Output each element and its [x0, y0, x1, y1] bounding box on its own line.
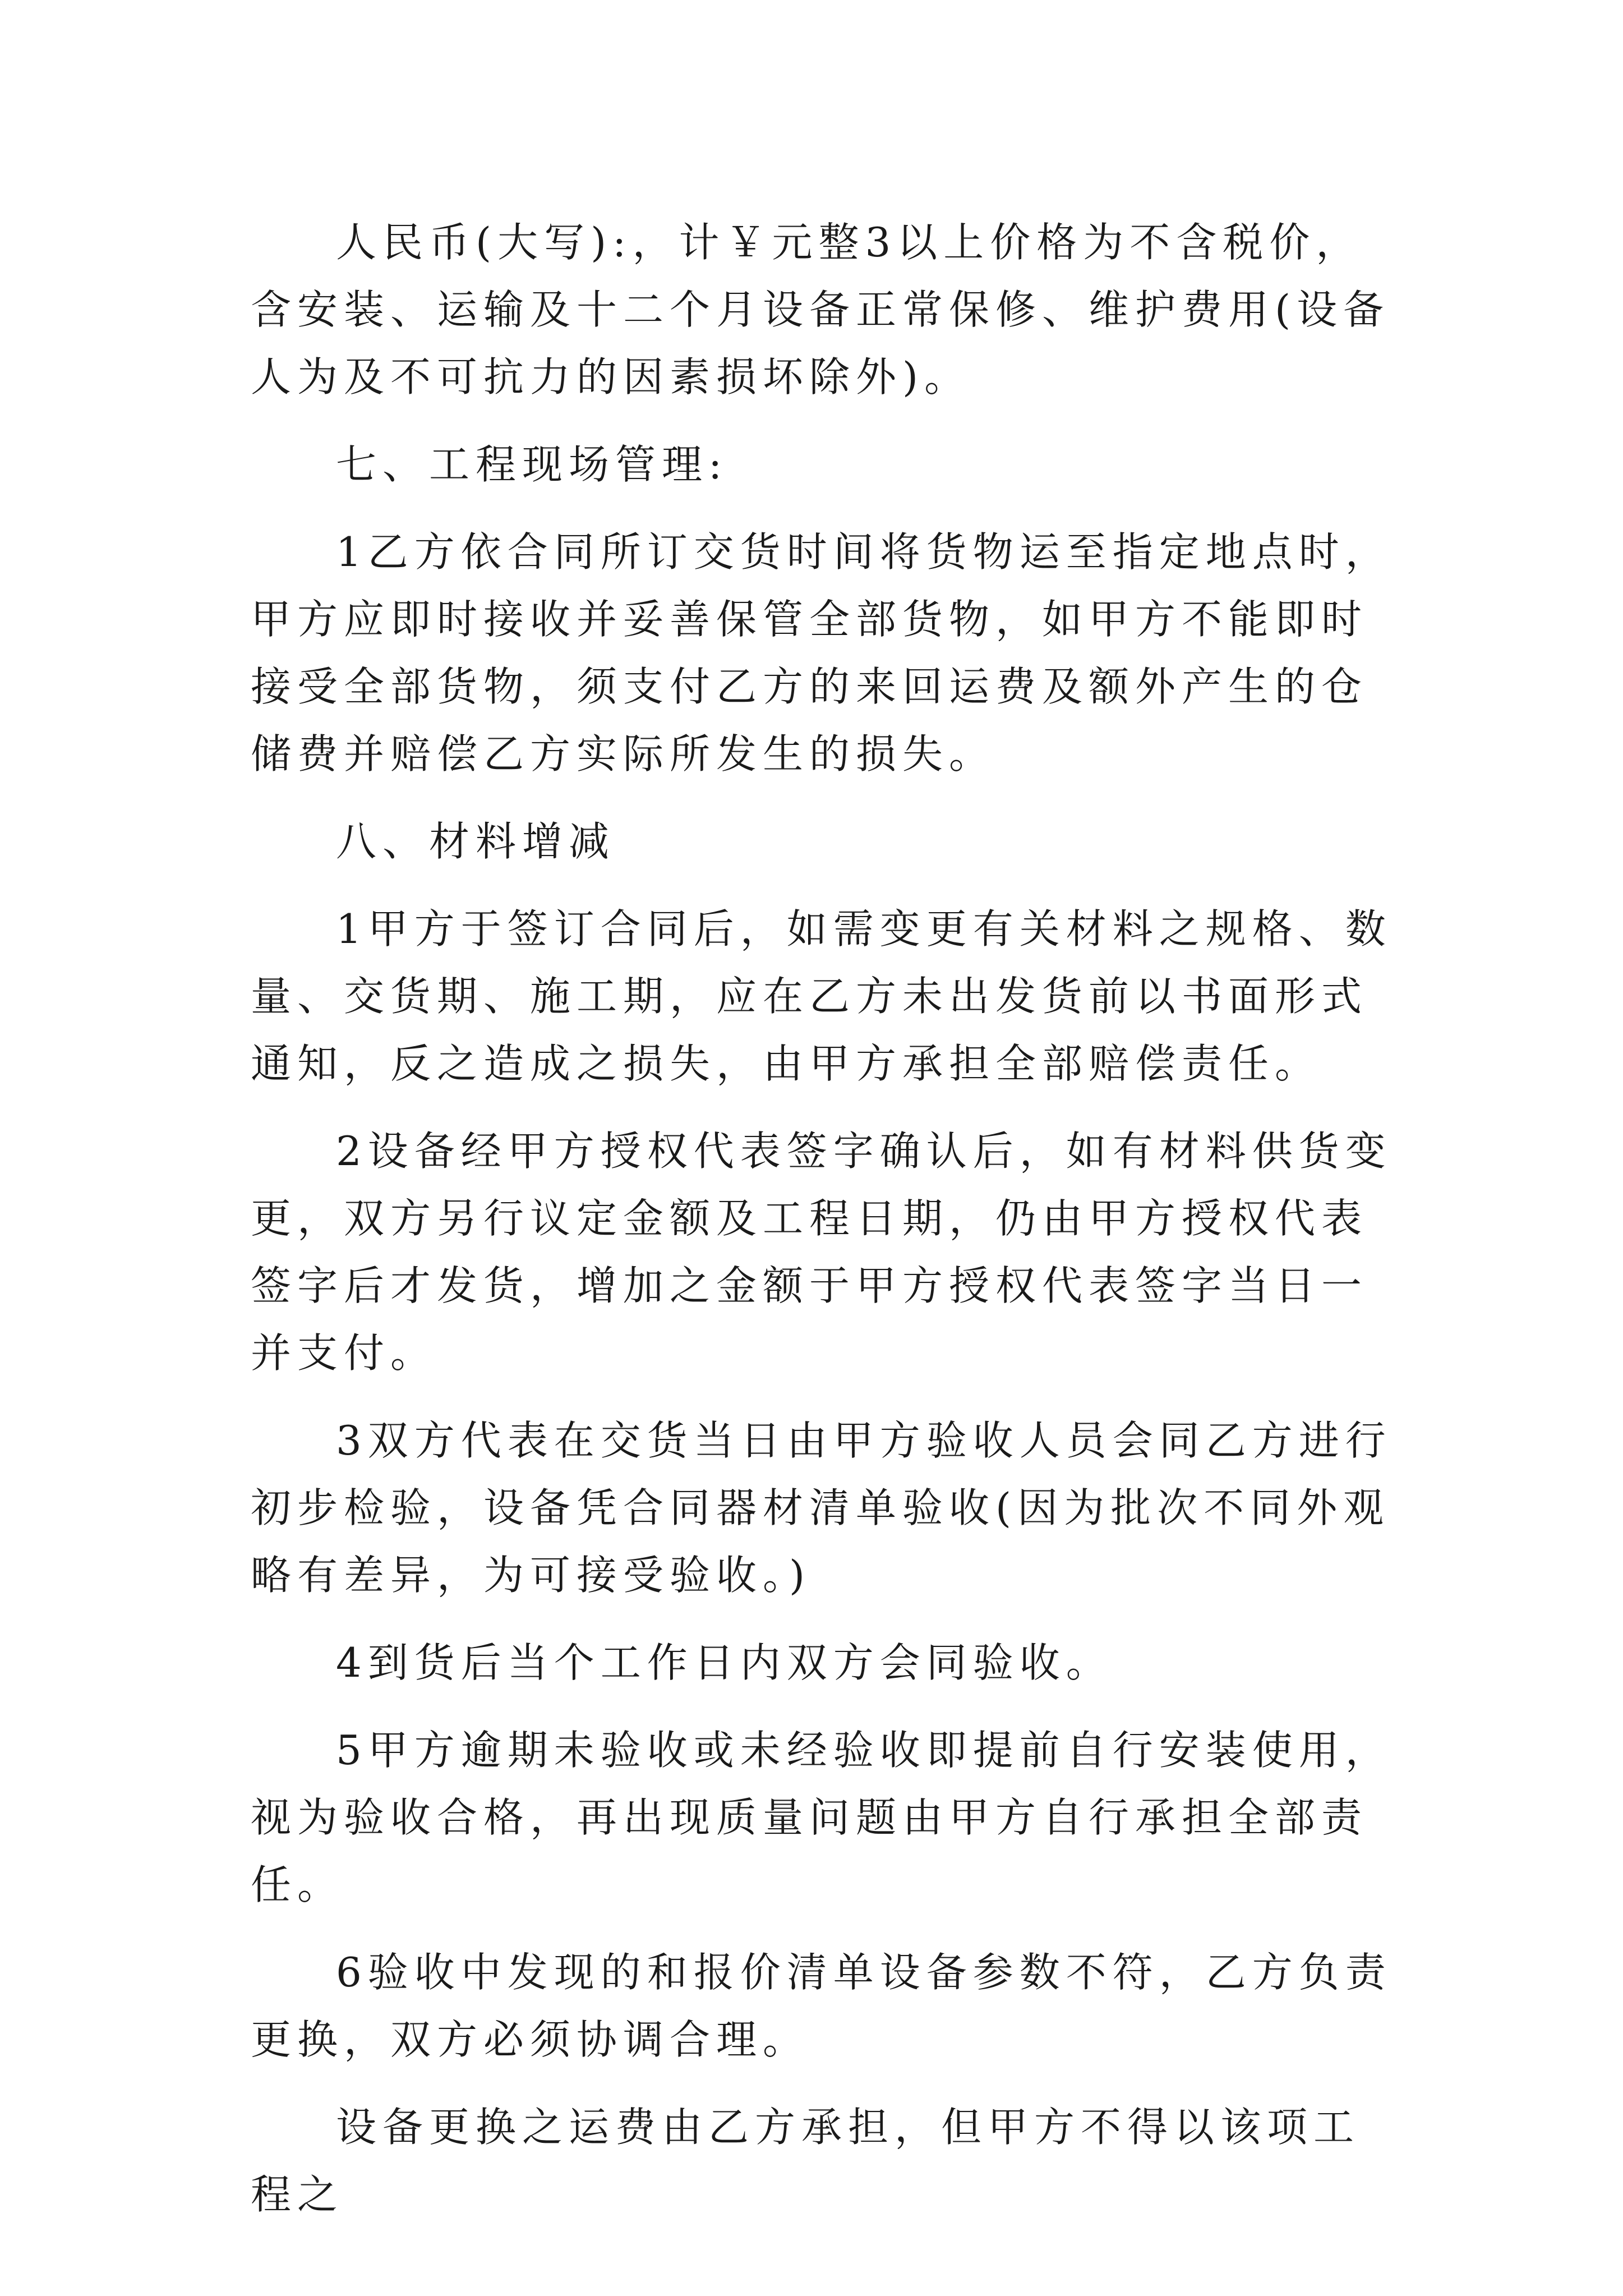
paragraph-change-notice: 1甲方于签订合同后，如需变更有关材料之规格、数量、交货期、施工期，应在乙方未出发货前以书面形式通知，反之造成之损失，由甲方承担全部赔偿责任。	[251, 905, 1392, 1087]
paragraph-joint-acceptance: 4到货后当个工作日内双方会同验收。	[336, 1639, 1113, 1686]
paragraph-initial-inspection: 3双方代表在交货当日由甲方验收人员会同乙方进行初步检验，设备凭合同器材清单验收(因为批次不同外观略有差异，为可接受验收。)	[251, 1417, 1392, 1599]
paragraph-replacement-freight: 设备更换之运费由乙方承担，但甲方不得以该项工程之	[251, 2104, 1361, 2218]
paragraph-price: 人民币(大写):，计￥元整3以上价格为不含税价，含安装、运输及十二个月设备正常保修、维护费用(设备人为及不可抗力的因素损坏除外)。	[251, 219, 1390, 401]
paragraph-delivery-receipt: 1乙方依合同所订交货时间将货物运至指定地点时，甲方应即时接收并妥善保管全部货物，如甲方不能即时接受全部货物，须支付乙方的来回运费及额外产生的仓储费并赔偿乙方实际所发生的损失。	[251, 528, 1392, 777]
paragraph-spec-mismatch: 6验收中发现的和报价清单设备参数不符，乙方负责更换，双方必须协调合理。	[251, 1949, 1392, 2063]
contract-body	[251, 209, 1401, 2228]
paragraph-signed-changes: 2设备经甲方授权代表签字确认后，如有材料供货变更，双方另行议定金额及工程日期，仍由甲方授权代表签字后才发货，增加之金额于甲方授权代表签字当日一并支付。	[251, 1128, 1392, 1377]
section-heading-material-changes: 八、材料增减	[336, 818, 616, 865]
paragraph-overdue-acceptance: 5甲方逾期未验收或未经验收即提前自行安装使用，视为验收合格，再出现质量问题由甲方自行承担全部责任。	[251, 1727, 1392, 1908]
section-heading-site-management: 七、工程现场管理:	[336, 441, 728, 488]
